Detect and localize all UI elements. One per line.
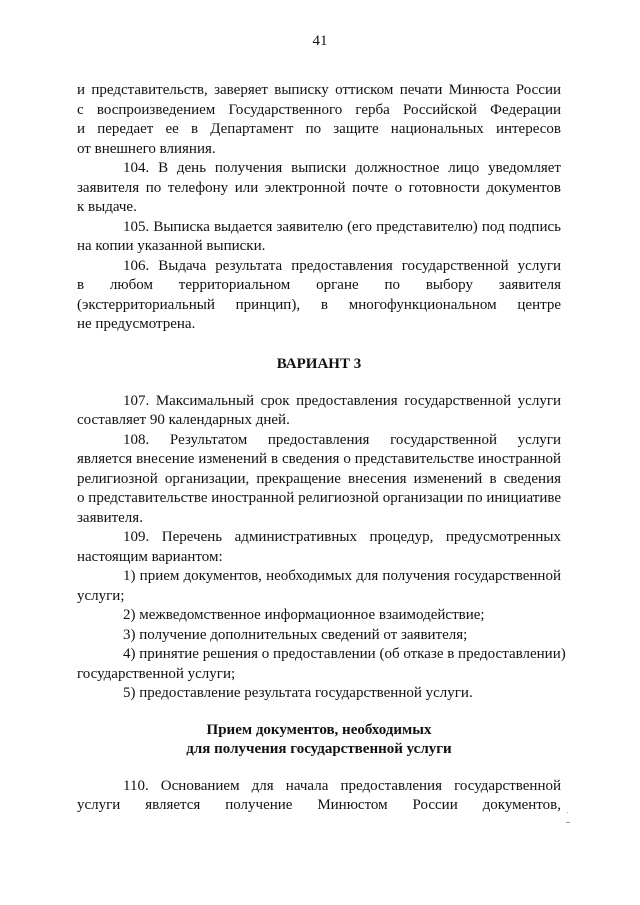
paragraph	[77, 431, 561, 529]
text-line: является внесение изменений в сведения о представительстве иностранной	[77, 451, 561, 467]
section-previous-text	[77, 81, 561, 335]
text-line: в любом территориальном органе по выбору заявителя	[77, 277, 561, 293]
page-number: 41	[312, 33, 328, 49]
text-line: 109. Перечень административных процедур, предусмотренных	[123, 529, 561, 545]
text-line: составляет 90 календарных дней.	[77, 412, 290, 428]
paragraph	[77, 626, 561, 646]
document-body	[77, 81, 566, 816]
paragraph	[77, 528, 561, 567]
text-line: от внешнего влияния.	[77, 140, 216, 157]
text-line: 104. В день получения выписки должностное лицо уведомляет	[123, 160, 561, 176]
text-line: и передает ее в Департамент по защите национальных интересов	[77, 121, 561, 137]
text-line: настоящим вариантом:	[77, 548, 223, 565]
text-line: заявителя.	[77, 509, 143, 526]
text-line: с воспроизведением Государственного герба Российской Федерации	[77, 101, 561, 118]
text-line: государственной услуги;	[77, 665, 236, 682]
text-line: о представительстве иностранной религиозной организации по инициативе	[77, 490, 561, 506]
text-line: услуги является получение Минюстом России документов,	[77, 797, 561, 813]
scan-artifact	[566, 822, 570, 823]
paragraph	[77, 777, 561, 816]
section-heading-variant-3: ВАРИАНТ 3	[276, 355, 362, 372]
text-line: (экстерриториальный принцип), в многофункциональном центре	[77, 296, 561, 313]
text-line: 5) предоставление результата государственной услуги.	[123, 685, 473, 701]
paragraph	[77, 684, 561, 704]
paragraph	[77, 392, 561, 431]
paragraph	[77, 218, 561, 257]
subsection-heading-line: Прием документов, необходимых	[206, 721, 432, 738]
paragraph	[77, 606, 561, 626]
text-line: заявителя по телефону или электронной почте о готовности документов	[77, 179, 561, 196]
subsection-heading	[77, 721, 561, 759]
text-line: и представительств, заверяет выписку оттиском печати Минюста России	[77, 82, 561, 98]
section-variant-3-text	[77, 392, 566, 704]
text-line: 2) межведомственное информационное взаимодействие;	[123, 607, 485, 623]
scan-artifact	[567, 812, 568, 813]
paragraph	[77, 81, 561, 159]
paragraph	[77, 645, 566, 684]
text-line: не предусмотрена.	[77, 316, 196, 332]
section-document-intake-text	[77, 777, 561, 816]
text-line: 105. Выписка выдается заявителю (его представителю) под подпись	[123, 218, 561, 235]
text-line: 110. Основанием для начала предоставления государственной	[123, 777, 561, 794]
text-line: на копии указанной выписки.	[77, 238, 266, 254]
text-line: к выдаче.	[77, 199, 137, 215]
text-line: 4) принятие решения о предоставлении (об отказе в предоставлении)	[123, 646, 566, 662]
text-line: 106. Выдача результата предоставления государственной услуги	[123, 257, 561, 274]
subsection-heading-line: для получения государственной услуги	[186, 740, 452, 757]
paragraph	[77, 567, 561, 606]
text-line: услуги;	[77, 587, 125, 604]
text-line: 1) прием документов, необходимых для получения государственной	[123, 568, 561, 584]
text-line: 3) получение дополнительных сведений от заявителя;	[123, 626, 468, 643]
text-line: 107. Максимальный срок предоставления государственной услуги	[123, 392, 561, 409]
text-line: религиозной организации, прекращение внесения изменений в сведения	[77, 470, 561, 487]
text-line: 108. Результатом предоставления государственной услуги	[123, 431, 561, 448]
paragraph	[77, 159, 561, 218]
paragraph	[77, 257, 561, 335]
